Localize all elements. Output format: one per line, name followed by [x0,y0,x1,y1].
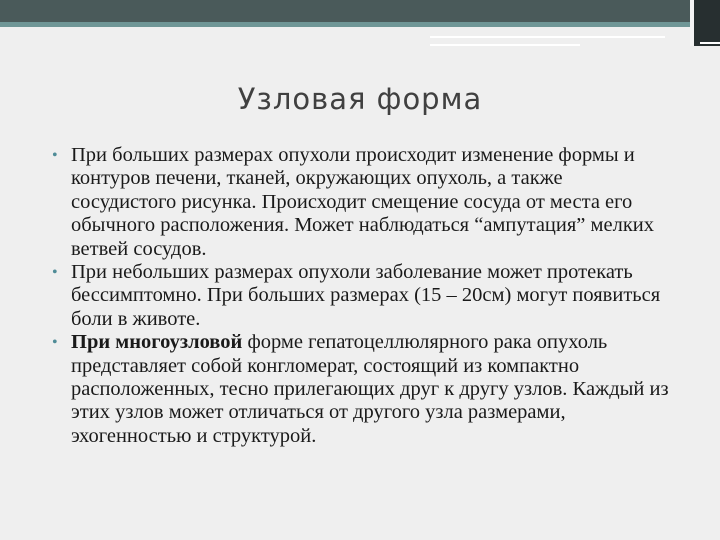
bullet-text: форме гепатоцеллюлярного рака опухоль представляет собой конгломерат, состоящий из компактно расположенных, тесно прилегающих друг к другу узлов. Каждый из этих узлов может отличаться от другого узла размерами, эхогенностью и структурой. [71,331,669,447]
bullet-text: При небольших размерах опухоли заболевание может протекать бессимптомно. При больших размерах (15 – 20см) могут появиться боли в животе. [71,261,661,330]
bullet-item [52,261,672,331]
bullet-icon: • [52,334,58,352]
slide-title-text: Узловая форма [237,82,483,116]
bullet-text: При больших размерах опухоли происходит изменение формы и контуров печени, тканей, окружающих опухоль, а также сосудистого рисунка. Происходит смещение сосуда от места его обычного расположения. Может наблюдаться “ампутация” мелких ветвей сосудов. [71,144,654,260]
decor-line [430,44,580,46]
bullet-icon: • [52,264,58,282]
decor-line [430,36,665,38]
decor-line [700,42,720,44]
bullet-item [52,331,672,448]
header-band [0,0,690,22]
header-corner-block [690,0,720,46]
header-corner-divider [690,0,694,46]
header-accent-band [0,22,690,27]
bullet-list [52,144,672,448]
slide-title [0,82,720,116]
bullet-bold-text: При многоузловой [71,331,248,354]
bullet-item [52,144,672,261]
bullet-icon: • [52,147,58,164]
